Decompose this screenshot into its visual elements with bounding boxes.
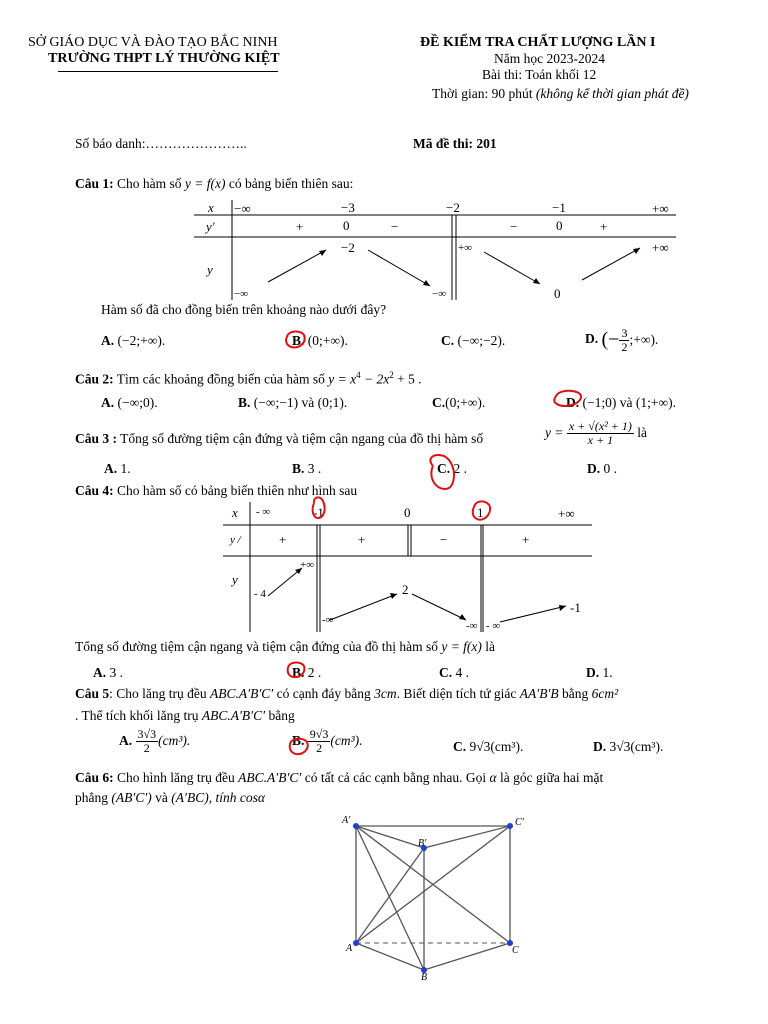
q2-func-a: y = x [328,371,357,387]
q5-option-d-value: 3√3(cm³). [609,739,664,754]
q3-y-eq: y = [545,425,564,441]
q1-option-d-key: D. [585,331,599,347]
q2-func-b: − 2x [360,371,390,387]
q1-yp-val: + [600,219,608,234]
q5-line2-b: bằng [268,708,295,723]
q1-option-a-key: A. [101,333,115,348]
q1-text-a: Cho hàm số [117,176,182,191]
q5-quad: AA′B′B [519,686,559,701]
q2-label: Câu 2: [75,371,114,387]
q3-option-d-key: D. [587,461,601,476]
q4-yp-val: + [279,532,287,547]
q3-option-a-value: 1. [120,461,131,476]
q2-option-a-value: (−∞;0). [117,395,158,410]
q1-func: y = f(x) [184,176,226,191]
q5-option-d-key: D. [593,739,607,754]
q1-x-val: −3 [341,200,355,215]
q4-yp-val: + [358,532,366,547]
q4-label: Câu 4: [75,483,114,498]
q6-label-b: B [421,972,428,983]
q6-and: và [155,790,168,805]
q6-label-c: C [512,945,519,956]
q5-area: 6cm² [591,686,619,701]
q6-line2-end: , tính cosα [208,790,265,805]
q1-label: Câu 1: [75,176,114,191]
q4-question-a: Tổng số đường tiệm cận ngang và tiệm cận đứng của đồ thị hàm số [75,639,438,654]
q6-text-c: là góc giữa hai mặt [500,770,604,785]
q4-answer-circle-3 [288,662,305,677]
q5-label: Câu 5 [75,686,110,701]
q3-suffix: là [637,425,648,441]
q1-x-label: x [208,200,214,215]
q4-question-b: là [485,639,496,654]
q3-num: x + √(x² + 1) [568,419,632,433]
header-dept: SỞ GIÁO DỤC VÀ ĐÀO TẠO BẮC NINH [28,35,278,50]
q5-option-b-key: B. [292,733,305,749]
exam-time-note: (không kể thời gian phát đề) [535,86,689,101]
q1-option-d-den: 2 [621,339,628,354]
q1-option-a-value: (−2;+∞). [117,333,166,348]
q6-label-a: A [346,943,353,954]
q6-alpha: α [489,770,497,785]
q2-exp-2: 2 [389,370,394,380]
q1-option-b-key: B. [292,333,305,348]
q1-option-b-value: (0;+∞). [307,333,348,348]
q1-x-val: −∞ [234,201,251,216]
q4-y-val: 2 [402,582,409,597]
q4-text: Cho hàm số có bảng biến thiên như hình sau [117,483,358,498]
header-school: TRƯỜNG THPT LÝ THƯỜNG KIỆT [48,51,280,66]
q1-y-label: y [207,262,213,277]
q4-x-val: +∞ [558,506,575,521]
q6-label: Câu 6: [75,770,114,785]
q1-yp-label: y′ [206,219,215,234]
q2-option-d-key: D. [566,395,580,410]
q1-y-val: +∞ [458,242,473,254]
q5-line2-a: . Thể tích khối lăng trụ [75,708,199,723]
q5-option-c-value: 9√3(cm³). [469,739,524,754]
exam-code: Mã đề thi: 201 [413,136,497,151]
q4-option-d-value: 1. [602,665,613,680]
q1-text-b: có bảng biến thiên sau: [228,176,354,191]
q5-text-b: có cạnh đáy bằng [276,686,371,701]
exam-subject: Bài thi: Toán khối 12 [482,67,597,82]
q3-option-c-key: C. [437,461,451,476]
q3-option-b-key: B. [292,461,305,476]
q2-exp-1: 4 [356,370,361,380]
q4-answer-circle-2 [473,501,490,519]
q1-y-val: −2 [341,240,355,255]
q4-y-label: y [232,572,238,587]
q4-y-val: +∞ [300,559,315,571]
q3-option-c-value: 2 . [453,461,467,476]
q4-x-val: -1 [313,505,324,520]
q1-option-d-value-post: ;+∞). [629,332,659,348]
q5-option-a-den: 2 [143,740,150,755]
q1-yp-val: − [391,219,399,234]
q1-option-c-key: C. [441,333,455,348]
q2-option-a-key: A. [101,395,115,410]
q1-yp-val: 0 [556,218,563,233]
q4-y-val: - 4 [254,588,266,600]
q2-option-b-key: B. [238,395,251,410]
q1-yp-val: − [510,219,518,234]
q4-y-val: - ∞ [486,620,501,632]
q2-option-c-value: (0;+∞). [445,395,486,410]
student-number: Số báo danh:………………….. [75,136,247,151]
q5-prism-2: ABC.A′B′C′ [201,708,266,723]
q4-x-val: 0 [404,505,411,520]
q5-option-b-unit: (cm³). [330,733,363,749]
q4-option-b-key: B. [292,665,305,680]
q4-x-val: - ∞ [256,506,271,518]
q2-option-d-value: (−1;0) và (1;+∞). [582,395,676,410]
q4-y-val: -∞ [466,620,478,632]
q6-plane-2: (A′BC) [171,790,209,805]
q3-den: x + 1 [587,432,614,447]
q1-option-c-value: (−∞;−2). [457,333,506,348]
q3-text: Tổng số đường tiệm cận đứng và tiệm cận ngang của đồ thị hàm số [120,431,484,446]
q4-x-label: x [232,505,238,520]
q1-question: Hàm số đã cho đồng biến trên khoảng nào dưới đây? [101,302,387,317]
q2-option-c-key: C. [432,395,446,410]
q5-option-b-num: 9√3 [309,727,329,741]
q1-x-val: −2 [446,200,460,215]
q2-option-b-value: (−∞;−1) và (0;1). [253,395,348,410]
q4-yp-val: − [440,532,448,547]
q5-answer-circle [290,739,308,754]
q1-yp-val: 0 [343,218,350,233]
q3-label: Câu 3 : [75,431,118,446]
q6-line2: phẳng [75,790,108,805]
q4-option-a-key: A. [93,665,107,680]
q5-option-a-key: A. [119,733,133,749]
q1-x-val: +∞ [652,201,669,216]
q6-text-b: có tất cả các cạnh bằng nhau. Gọi [304,770,487,785]
q1-option-d-num: 3 [621,326,628,340]
q6-plane-1: (AB′C′) [111,790,152,805]
q4-y-val: -∞ [322,614,334,626]
q5-edge: 3cm [374,686,397,701]
q4-yp-val: + [522,532,530,547]
q6-label-c-prime: C′ [515,817,524,828]
exam-year: Năm học 2023-2024 [494,51,605,66]
q4-answer-circle-1 [313,497,325,518]
q5-text-d: bằng [562,686,589,701]
q4-option-d-key: D. [586,665,600,680]
q1-yp-val: + [296,219,304,234]
q1-answer-circle [286,331,305,347]
q1-y-val: −∞ [432,288,447,300]
q5-option-a-num: 3√3 [137,727,157,741]
q4-option-b-value: 2 . [307,665,322,680]
exam-time-main: Thời gian: 90 phút [432,86,536,101]
q3-answer-circle [430,455,454,489]
q5-option-a-unit: (cm³). [158,733,191,749]
q4-func: y = f(x) [441,639,482,654]
q4-y-val: -1 [570,600,581,615]
q1-x-val: −1 [552,200,566,215]
q5-text-a: : Cho lăng trụ đều [109,686,207,701]
q4-option-a-value: 3 . [109,665,123,680]
q5-option-c-key: C. [453,739,467,754]
exam-title: ĐỀ KIỂM TRA CHẤT LƯỢNG LẦN I [420,35,656,50]
q1-y-val: −∞ [234,288,249,300]
q2-answer-circle [554,391,581,406]
q6-label-b-prime: B′ [418,838,427,849]
q2-func-c: + 5 . [393,371,422,387]
q5-text-c: . Biết diện tích tứ giác [396,686,517,701]
q3-option-d-value: 0 . [603,461,617,476]
q1-option-d-value-pre: (− [601,328,620,351]
q6-prism: ABC.A′B′C′ [238,770,302,785]
q5-option-b-den: 2 [316,740,323,755]
q5-prism: ABC.A′B′C′ [210,686,274,701]
q6-text-a: Cho hình lăng trụ đều [117,770,235,785]
q4-option-c-key: C. [439,665,453,680]
q6-label-a-prime: A′ [342,815,351,826]
q4-x-val: 1 [477,505,484,520]
q1-y-val: +∞ [652,240,669,255]
q4-option-c-value: 4 . [455,665,469,680]
q2-text: Tìm các khoảng đồng biến của hàm số [116,371,325,387]
q3-option-b-value: 3 . [307,461,322,476]
q4-yp-label: y / [230,534,241,546]
q1-y-val: 0 [554,286,561,301]
q3-option-a-key: A. [104,461,118,476]
